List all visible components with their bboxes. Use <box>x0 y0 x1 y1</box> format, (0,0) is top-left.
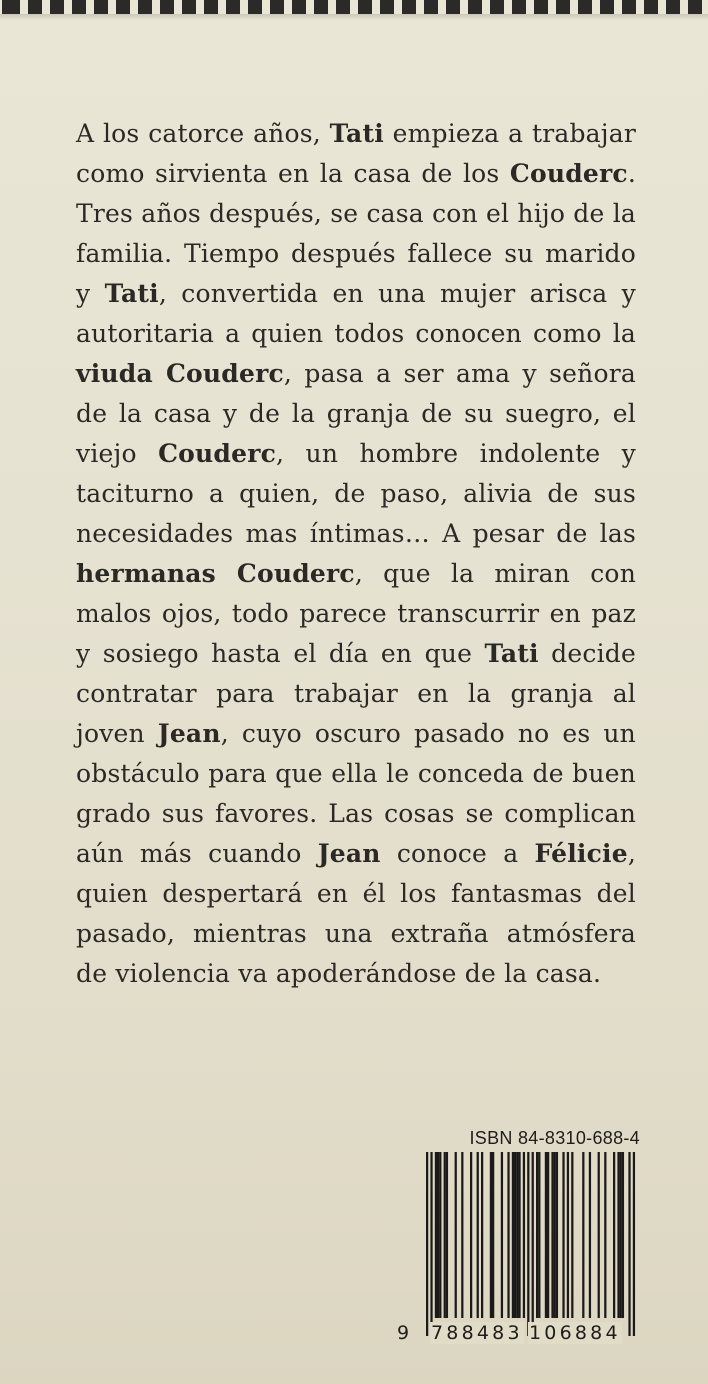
barcode-bar <box>461 1152 463 1318</box>
barcode-bar <box>470 1152 472 1318</box>
barcode-bar <box>501 1152 503 1318</box>
barcode-bar <box>562 1152 564 1318</box>
barcode-bar <box>437 1152 439 1318</box>
top-edge-perforation <box>0 0 708 14</box>
barcode-bar <box>547 1152 549 1318</box>
barcode-bar <box>518 1152 520 1318</box>
synopsis-name: Jean <box>157 719 221 748</box>
barcode-bar <box>492 1152 494 1318</box>
barcode-bar <box>582 1152 584 1318</box>
barcode-bar <box>556 1152 558 1318</box>
barcode-bar <box>446 1152 448 1318</box>
synopsis-name: Tati <box>329 119 384 148</box>
synopsis-name: viuda Couderc <box>76 359 284 388</box>
barcode-bar <box>516 1152 518 1318</box>
barcode-bar <box>490 1152 492 1318</box>
barcode-digits-right: 106884 <box>529 1322 621 1344</box>
barcode-bar <box>567 1152 569 1318</box>
synopsis-name: Couderc <box>509 159 628 188</box>
synopsis-segment: , convertida en una mujer arisca y autoritaria a quien todos conocen como la <box>76 279 636 348</box>
barcode-bar <box>426 1152 428 1336</box>
barcode-bar <box>571 1152 573 1318</box>
barcode-bar <box>551 1152 553 1318</box>
barcode-bar <box>633 1152 635 1336</box>
barcode-bar <box>554 1152 556 1318</box>
synopsis-segment: decide contratar para trabajar en la granja al joven <box>76 639 636 748</box>
barcode-bar <box>598 1152 600 1318</box>
barcode-bar <box>545 1152 547 1318</box>
barcode-bar <box>507 1152 509 1318</box>
synopsis-text <box>76 114 636 994</box>
synopsis-segment: , cuyo oscuro pasado no es un obstáculo para que ella le conceda de buen grado sus favores. Las cosas se complican aún más cuando <box>76 719 636 868</box>
synopsis-name: Tati <box>104 279 159 308</box>
barcode-bar <box>589 1152 591 1318</box>
synopsis-name: Félicie <box>534 839 628 868</box>
barcode-bar <box>617 1152 619 1318</box>
barcode-bar <box>613 1152 615 1318</box>
synopsis-name: hermanas Couderc <box>76 559 355 588</box>
barcode-bar <box>622 1152 624 1318</box>
barcode-digit-first: 9 <box>397 1322 413 1344</box>
barcode-bar <box>628 1152 630 1336</box>
synopsis-segment: empieza a trabajar como sirvienta en la casa de los <box>76 119 636 188</box>
isbn-label: ISBN 84-8310-688-4 <box>469 1128 640 1148</box>
barcode-bar <box>532 1152 534 1336</box>
synopsis-segment: A los catorce años, <box>76 119 330 148</box>
barcode-bar <box>439 1152 441 1318</box>
barcode-bar <box>514 1152 516 1318</box>
synopsis-name: Jean <box>317 839 381 868</box>
barcode-digits-left: 788483 <box>431 1322 523 1344</box>
barcode-bar <box>620 1152 622 1318</box>
barcode-bar <box>523 1152 525 1318</box>
barcode-bar <box>538 1152 540 1318</box>
barcode <box>392 1152 642 1342</box>
barcode-bar <box>477 1152 479 1318</box>
barcode-bar <box>455 1152 457 1318</box>
synopsis-name: Tati <box>484 639 539 668</box>
synopsis-segment: , un hombre indolente y taciturno a quien, de paso, alivia de sus necesidades mas íntimas… A pesar de las <box>76 439 636 548</box>
barcode-bar <box>435 1152 437 1318</box>
synopsis-segment: conoce a <box>380 839 535 868</box>
barcode-bar <box>536 1152 538 1318</box>
synopsis-segment: , pasa a ser ama y señora de la casa y de la granja de su suegro, el viejo <box>76 359 636 468</box>
synopsis-segment: . Tres años después, se casa con el hijo de la familia. Tiempo después fallece su marido y <box>76 159 636 308</box>
barcode-bar <box>481 1152 483 1318</box>
barcode-bar <box>527 1152 529 1336</box>
barcode-bar <box>512 1152 514 1318</box>
barcode-bar <box>430 1152 432 1336</box>
synopsis-name: Couderc <box>158 439 277 468</box>
barcode-bar <box>444 1152 446 1318</box>
synopsis-segment: , que la miran con malos ojos, todo parece transcurrir en paz y sosiego hasta el día en que <box>76 559 636 668</box>
barcode-bar <box>604 1152 606 1318</box>
synopsis-segment: , quien despertará en él los fantasmas del pasado, mientras una extraña atmósfera de violencia va apoderándose de la casa. <box>76 839 636 988</box>
